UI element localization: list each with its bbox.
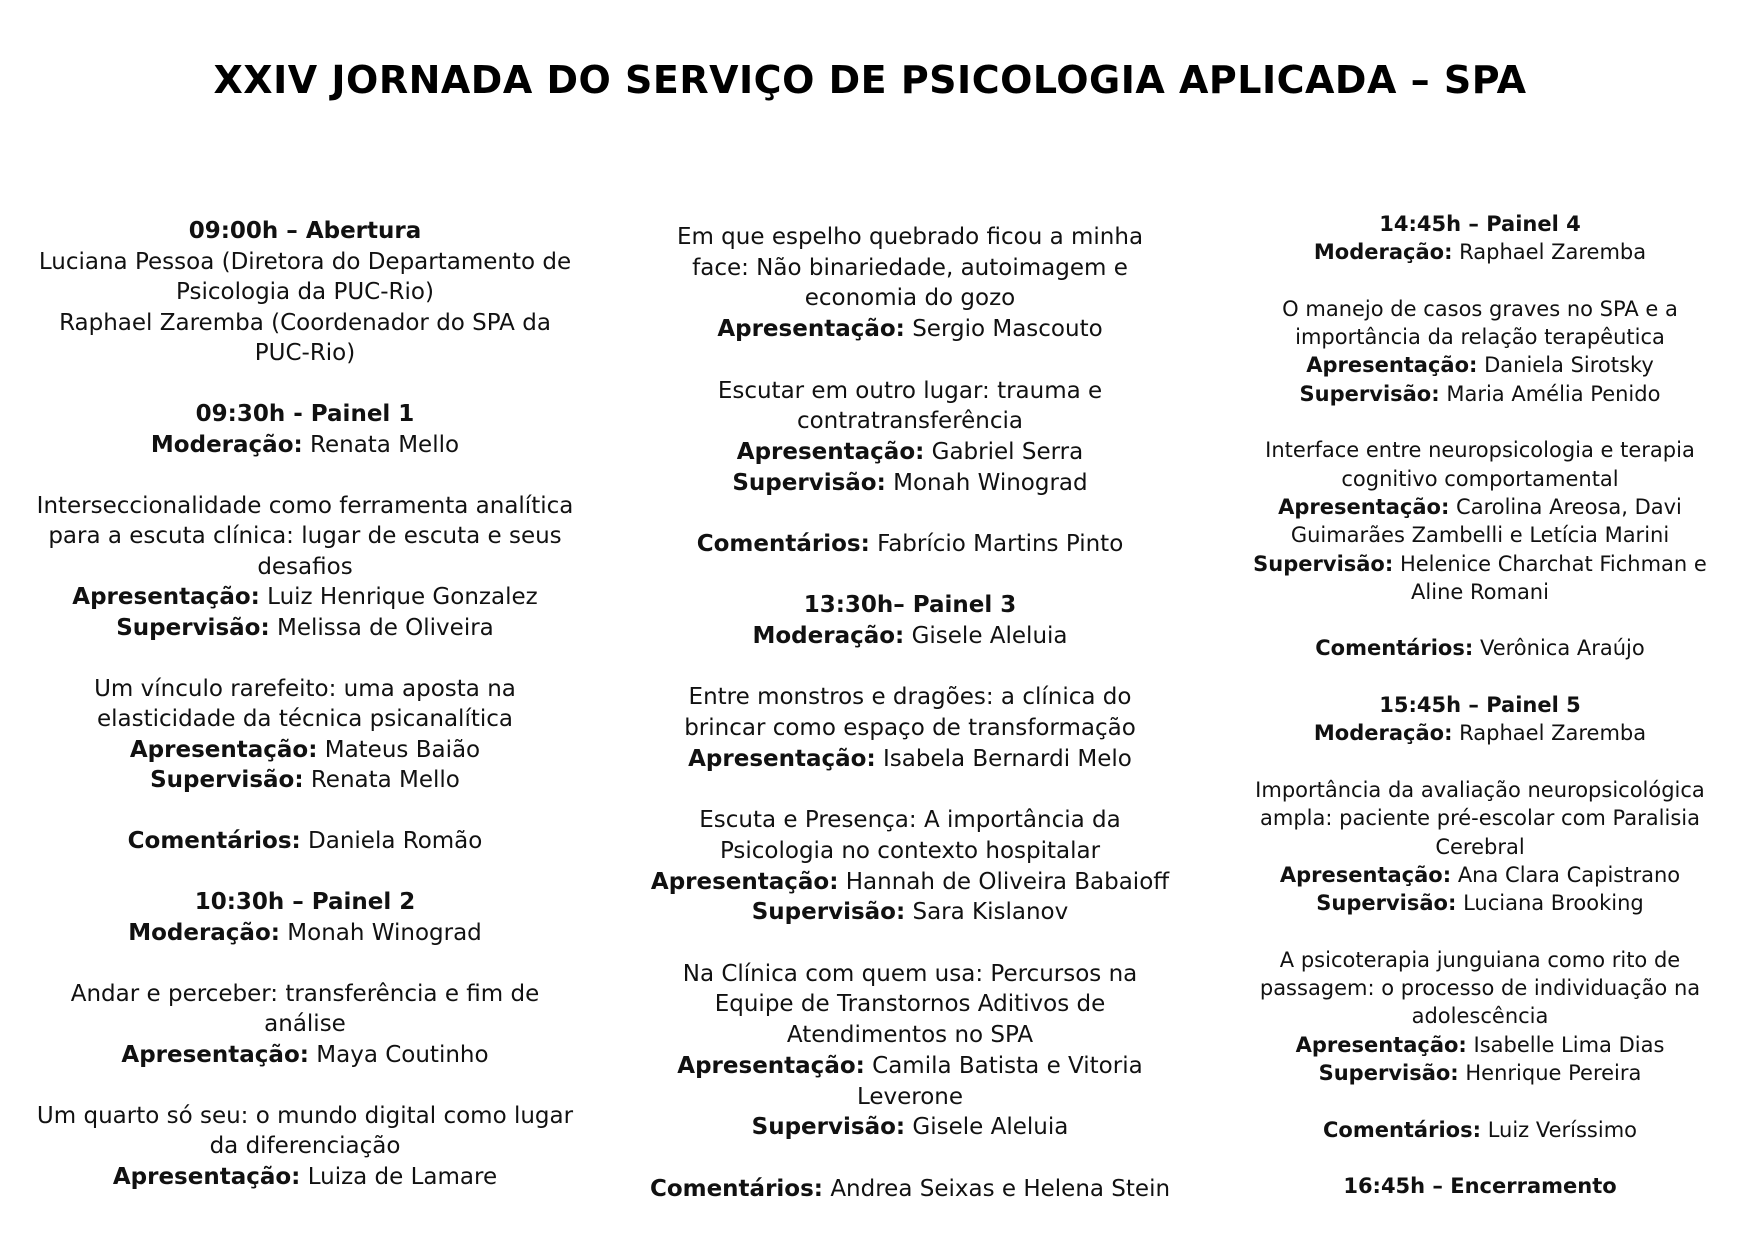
talk-title: Psicologia no contexto hospitalar [719, 837, 1101, 864]
painel4-comentarios: Comentários: Verônica Araújo [1315, 636, 1645, 661]
painel1-heading: 09:30h - Painel 1 [195, 401, 415, 427]
talk-title: Um vínculo rarefeito: uma aposta na [94, 675, 516, 702]
talk-supervisao: Supervisão: Sara Kislanov [751, 899, 1069, 926]
painel3-moderacao: Moderação: Gisele Aleluia [752, 623, 1068, 650]
talk-title: Andar e perceber: transferência e fim de [70, 980, 540, 1007]
talk-supervisao: Supervisão: Maria Amélia Penido [1299, 381, 1661, 406]
talk-apresentacao: Apresentação: Gabriel Serra [736, 438, 1084, 465]
talk-title: para a escuta clínica: lugar de escuta e seus [48, 523, 562, 549]
painel3-comentarios: Comentários: Andrea Seixas e Helena Stein [649, 1175, 1171, 1202]
talk-apresentacao: Apresentação: Isabela Bernardi Melo [688, 745, 1132, 772]
abertura-line: PUC-Rio) [254, 340, 356, 366]
talk-supervisao: Supervisão: Henrique Pereira [1318, 1060, 1642, 1085]
talk-title: Um quarto só seu: o mundo digital como lugar [36, 1102, 574, 1129]
talk-apresentacao: Apresentação: Luiz Henrique Gonzalez [72, 584, 538, 610]
talk-title: cognitivo comportamental [1341, 466, 1619, 491]
talk-title: Interseccionalidade como ferramenta analítica [36, 492, 574, 519]
talk-supervisao: Supervisão: Helenice Charchat Fichman e [1253, 551, 1707, 576]
talk-apresentacao: Apresentação: Luiza de Lamare [112, 1163, 498, 1190]
talk-title: O manejo de casos graves no SPA e a [1282, 296, 1678, 321]
painel1-moderacao: Moderação: Renata Mello [150, 431, 460, 458]
schedule-column-3 [1215, 210, 1745, 1200]
talk-title: ampla: paciente pré-escolar com Paralisia [1260, 806, 1700, 831]
talk-title: Na Clínica com quem usa: Percursos na [682, 960, 1138, 987]
talk-apresentacao: Apresentação: Ana Clara Capistrano [1279, 862, 1681, 887]
talk-supervisao: Supervisão: Luciana Brooking [1316, 891, 1644, 916]
talk-title: importância da relação terapêutica [1295, 325, 1665, 350]
talk-title: A psicoterapia junguiana como rito de [1279, 947, 1681, 972]
painel4-moderacao: Moderação: Raphael Zaremba [1313, 240, 1647, 265]
talk-apresentacao-cont: Guimarães Zambelli e Letícia Marini [1290, 523, 1670, 548]
schedule-column-1 [15, 216, 595, 1192]
talk-supervisao: Supervisão: Monah Winograd [732, 469, 1088, 496]
talk-title: contratransferência [796, 408, 1024, 435]
talk-title: Importância da avaliação neuropsicológica [1255, 777, 1705, 802]
talk-apresentacao: Apresentação: Mateus Baião [129, 736, 481, 763]
talk-supervisao: Supervisão: Gisele Aleluia [751, 1114, 1069, 1141]
talk-title: brincar como espaço de transformação [684, 715, 1136, 742]
talk-title: Em que espelho quebrado ficou a minha [676, 224, 1144, 250]
talk-apresentacao: Apresentação: Hannah de Oliveira Babaioff [650, 868, 1170, 895]
talk-title: elasticidade da técnica psicanalítica [97, 706, 513, 732]
talk-title: Interface entre neuropsicologia e terapia [1265, 438, 1695, 463]
talk-title: Escuta e Presença: A importância da [699, 807, 1121, 834]
painel5-heading: 15:45h – Painel 5 [1379, 693, 1581, 718]
talk-apresentacao: Apresentação: Camila Batista e Vitoria [677, 1052, 1143, 1079]
painel2-moderacao: Moderação: Monah Winograd [128, 919, 482, 946]
painel2-comentarios: Comentários: Fabrício Martins Pinto [696, 531, 1124, 557]
painel2-heading: 10:30h – Painel 2 [194, 889, 416, 915]
talk-title: economia do gozo [804, 285, 1016, 312]
abertura-line: Luciana Pessoa (Diretora do Departamento de [38, 248, 572, 275]
talk-supervisao: Supervisão: Melissa de Oliveira [116, 614, 494, 641]
talk-supervisao-cont: Aline Romani [1411, 579, 1549, 604]
talk-title: face: Não binariedade, autoimagem e [692, 254, 1128, 281]
talk-title: adolescência [1411, 1004, 1549, 1029]
talk-apresentacao: Apresentação: Isabelle Lima Dias [1295, 1032, 1665, 1057]
encerramento-heading: 16:45h – Encerramento [1343, 1174, 1617, 1199]
painel5-moderacao: Moderação: Raphael Zaremba [1313, 721, 1647, 746]
talk-title: da diferenciação [209, 1133, 401, 1159]
abertura-heading: 09:00h – Abertura [188, 218, 422, 244]
talk-title: Cerebral [1435, 834, 1525, 859]
talk-apresentacao: Apresentação: Carolina Areosa, Davi [1278, 494, 1682, 519]
talk-title: Atendimentos no SPA [786, 1022, 1034, 1049]
page-title: XXIV JORNADA DO SERVIÇO DE PSICOLOGIA APLICADA – SPA [213, 58, 1527, 102]
talk-title: passagem: o processo de individuação na [1259, 976, 1701, 1001]
talk-supervisao: Supervisão: Renata Mello [150, 767, 460, 793]
abertura-line: Psicologia da PUC-Rio) [176, 279, 434, 305]
talk-title: Escutar em outro lugar: trauma e [717, 377, 1103, 404]
talk-title: análise [264, 1011, 346, 1037]
schedule-column-2 [630, 222, 1190, 1204]
painel1-comentarios: Comentários: Daniela Romão [127, 828, 483, 854]
talk-title: Entre monstros e dragões: a clínica do [688, 684, 1132, 711]
talk-apresentacao: Apresentação: Daniela Sirotsky [1306, 353, 1654, 378]
painel5-comentarios: Comentários: Luiz Veríssimo [1322, 1117, 1638, 1142]
talk-apresentacao: Apresentação: Sergio Mascouto [717, 316, 1103, 343]
talk-apresentacao-cont: Leverone [856, 1083, 964, 1110]
talk-title: Equipe de Transtornos Aditivos de [714, 991, 1106, 1018]
painel4-heading: 14:45h – Painel 4 [1379, 212, 1581, 236]
talk-apresentacao: Apresentação: Maya Coutinho [121, 1041, 489, 1068]
talk-title: desafios [257, 553, 353, 580]
painel3-heading: 13:30h– Painel 3 [803, 592, 1017, 619]
abertura-line: Raphael Zaremba (Coordenador do SPA da [59, 309, 551, 336]
